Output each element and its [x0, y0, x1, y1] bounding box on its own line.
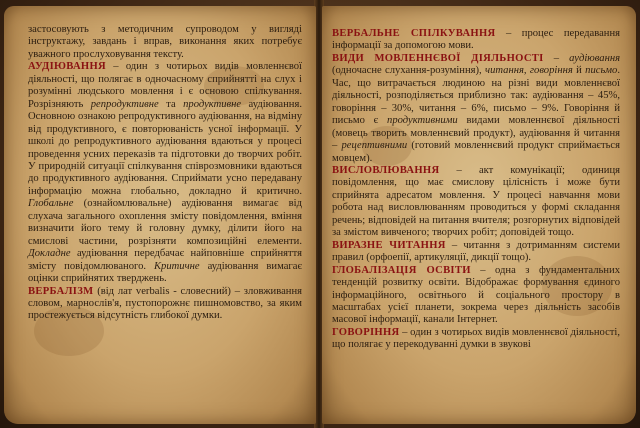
entry-hovorinnia: ГОВОРІННЯ – один з чотирьох видів мовленнєвої діяльності, що полягає у перекодуванні думки в звукові — [332, 326, 620, 351]
term-heading: ВЕРБАЛЬНЕ СПІЛКУВАННЯ — [332, 28, 496, 39]
term-heading: ВЕРБАЛІЗМ — [28, 285, 94, 297]
entry-vyrazne-chytannia: ВИРАЗНЕ ЧИТАННЯ – читання з дотриманням системи правил (орфоепії, артикуляції, дикції тощо). — [332, 239, 620, 264]
entry-verbalizm: ВЕРБАЛІЗМ (від лат verbalis - словесний) – зловживання словом, марнослів'я, пустопорожнє пишномовство, за яким простежується відсутність глибокої думки. — [28, 285, 302, 322]
paragraph: застосовують з методичним супроводом у вигляді інструктажу, завдань і вправ, виконання яких потребує уважного прослуховування тексту. — [28, 24, 302, 60]
term-heading: ГЛОБАЛІЗАЦІЯ ОСВІТИ — [332, 264, 471, 276]
term-heading: ВИДИ МОВЛЕННЄВОЇ ДІЯЛЬНОСТІ — [332, 52, 544, 64]
entry-hlobalizatsiia-osvity: ГЛОБАЛІЗАЦІЯ ОСВІТИ – одна з фундаментальних тенденцій розвитку освіти. Відображає формування єдиного інформаційного, освітнього й соціального простору в масштабах усієї планети, зокрема через діяльність засобів масової інформації, канали Інтернет. — [332, 264, 620, 326]
term-heading: ВИСЛОВЛЮВАННЯ — [332, 164, 440, 176]
left-page-text — [28, 24, 302, 323]
entry-verbalne-spilkuvannia: ВЕРБАЛЬНЕ СПІЛКУВАННЯ – процес передавання інформації за допомогою мови. — [332, 28, 620, 52]
term-heading: АУДІЮВАННЯ — [28, 61, 106, 73]
entry-audiuvannia: АУДІЮВАННЯ – один з чотирьох видів мовленнєвої діяльності, що полягає в одночасному сприйнятті на слух і розумінні людського мовлення і є основою спілкування. Розрізняють репродуктивне та продуктивне аудіювання. Основною ознакою репродуктивного аудіювання, на відміну від продуктивного, є повторюваність усної інформації. У школі до репродуктивного аудіювання вдаються у процесі проведення усних переказів та підготовки до творчих робіт. У природній ситуації спілкування співрозмовники вдаються до продуктивного аудіювання. Сприймати усно передавану інформацію можна глобально, докладно й критично. Глобальне (ознайомлювальне) аудіювання вимагає від слухача загального охоплення змісту повідомлення, вміння визначити його тему й головну думку, ділити його на смислові частини, розрізняти композиційні елементи. Докладне аудіювання передбачає найповніше сприйняття змісту повідомлюваного. Критичне аудіювання вимагає оцінки сприйнятих тверджень. — [28, 61, 303, 285]
term-heading: ВИРАЗНЕ ЧИТАННЯ — [332, 239, 446, 251]
entry-vyslovliuvannia: ВИСЛОВЛЮВАННЯ – акт комунікації; одиниця повідомлення, що має смислову цілісність і може бути сприйнята адресатом мовлення. У процесі навчання мови робота над висловлюванням проводиться у формі складання речень; відповідей на питання вчителя; розгорнутих відповідей за змістом вивченого; творчих робіт; доповідей тощо. — [332, 164, 620, 239]
right-page — [322, 6, 636, 424]
entry-vydy-movlennievoi-diialnosti: ВИДИ МОВЛЕННЄВОЇ ДІЯЛЬНОСТІ – аудіювання (одночасне слухання-розуміння), читання, говоріння й письмо. Час, що витрачається людиною на різні види мовленнєвої діяльності, розподіляється приблизно так: аудіювання – 45%, говоріння – 30%, читання – 6%, письмо – 9%. Говоріння й письмо є продуктивними видами мовленнєвої діяльності (мовець творить мовленнєвий продукт), аудіювання й читання – рецептивними (готовий мовленнєвий продукт сприймається мовцем). — [332, 52, 620, 164]
term-heading: ГОВОРІННЯ — [332, 326, 400, 338]
left-page — [4, 6, 316, 424]
right-page-text — [332, 28, 620, 352]
